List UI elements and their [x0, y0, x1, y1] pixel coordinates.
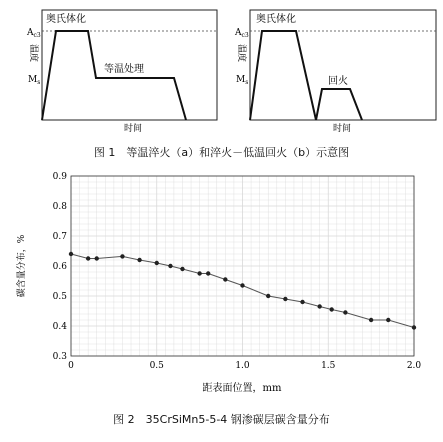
data-point — [300, 300, 304, 304]
data-point — [369, 318, 373, 322]
data-point — [329, 307, 333, 311]
panel-b-x-axis-label: 时间 — [333, 124, 352, 134]
panel-a — [26, 10, 217, 134]
y-tick-label: 0.4 — [52, 322, 67, 332]
panel-b — [234, 10, 436, 134]
panel-a-ac3-label: $A_{c3}$ — [27, 28, 41, 39]
panel-a-process-label: 等温处理 — [104, 64, 144, 75]
panel-a-x-axis-label: 时间 — [124, 124, 143, 134]
x-tick-label: 1.0 — [235, 361, 250, 371]
data-point — [86, 256, 90, 260]
carbon-distribution-chart — [0, 162, 443, 412]
data-point — [317, 304, 321, 308]
data-point — [240, 283, 244, 287]
x-tick-label: 0 — [68, 361, 74, 371]
figure1-caption: 图 1 等温淬火（a）和淬火－低温回火（b）示意图 — [93, 146, 350, 159]
data-point — [137, 258, 141, 262]
figure2-caption: 图 2 35CrSiMn5-5-4 钢渗碳层碳含量分布 — [113, 413, 330, 426]
x-tick-labels — [68, 361, 421, 371]
panel-b-ac3-label: $A_{c3}$ — [235, 28, 249, 39]
data-point — [168, 264, 172, 268]
panel-a-curve — [42, 31, 186, 120]
data-point — [266, 294, 270, 298]
y-tick-labels — [53, 172, 68, 362]
x-tick-label: 2.0 — [406, 361, 422, 371]
x-axis-label: 距表面位置，mm — [202, 383, 282, 394]
panel-a-phase-label: 奥氏体化 — [46, 14, 86, 25]
data-point — [343, 310, 347, 314]
panel-b-ms-label: $M_s$ — [236, 75, 249, 86]
data-point — [386, 318, 390, 322]
data-point — [155, 261, 159, 265]
panel-b-phase-label: 奥氏体化 — [256, 14, 296, 25]
data-point — [412, 325, 416, 329]
data-point — [283, 297, 287, 301]
x-tick-label: 0.5 — [149, 361, 164, 371]
panel-b-frame — [250, 10, 436, 120]
panel-b-y-axis-label: 温度 — [236, 44, 246, 63]
y-axis-label: 碳含量分布，% — [17, 234, 27, 298]
data-point — [197, 271, 201, 275]
chart-grid — [71, 176, 414, 356]
data-point — [206, 271, 210, 275]
y-tick-label: 0.6 — [52, 262, 67, 272]
y-tick-label: 0.7 — [52, 232, 67, 242]
data-point — [95, 256, 99, 260]
data-point — [223, 277, 227, 281]
data-point — [69, 252, 73, 256]
y-tick-label: 0.9 — [52, 172, 67, 182]
y-tick-label: 0.5 — [52, 292, 67, 302]
y-tick-label: 0.3 — [52, 352, 67, 362]
y-tick-label: 0.8 — [52, 202, 67, 212]
data-point — [180, 267, 184, 271]
panel-a-ms-label: $M_s$ — [28, 75, 41, 86]
panel-a-y-axis-label: 温度 — [28, 44, 38, 63]
data-point — [120, 254, 124, 258]
figure1-schematics — [0, 0, 443, 145]
panel-b-process-label: 回火 — [328, 76, 348, 87]
x-tick-label: 1.5 — [321, 361, 336, 371]
